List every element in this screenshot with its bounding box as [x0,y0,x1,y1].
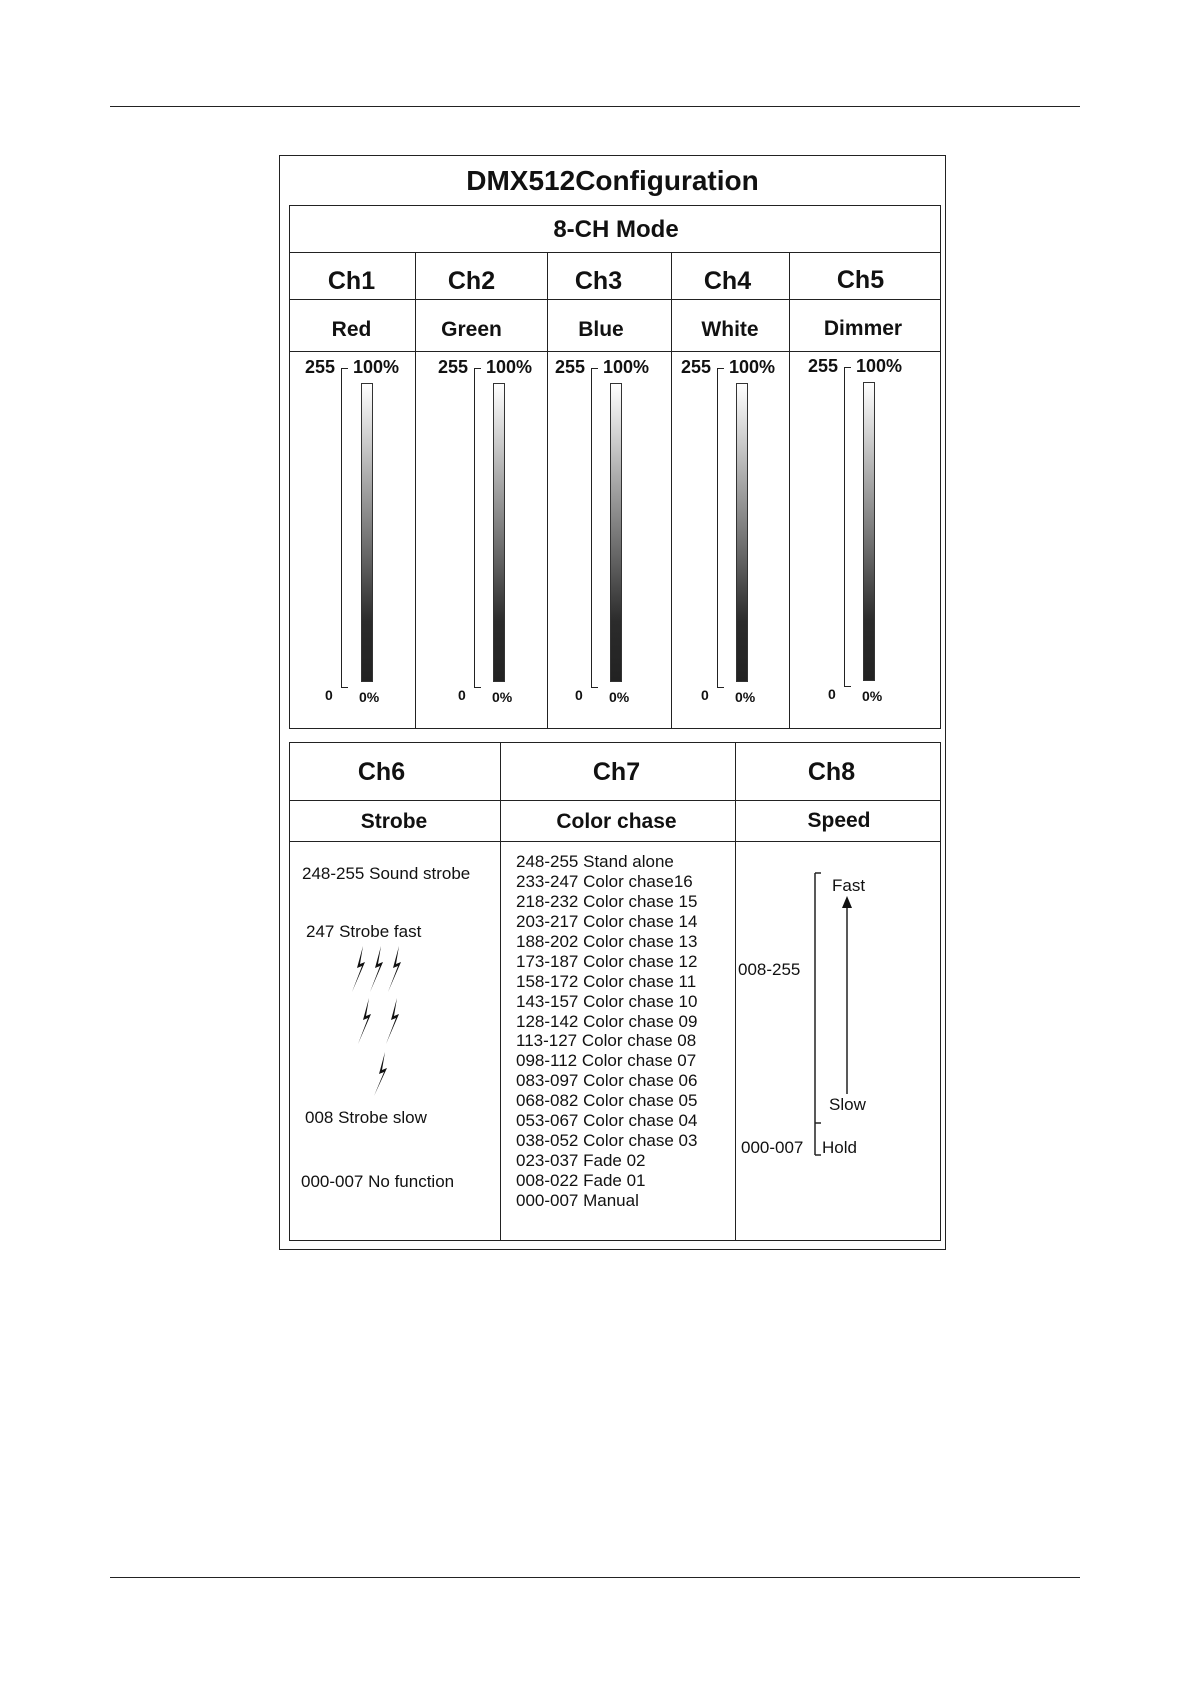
channel-function: Color chase [556,810,677,833]
scale-bracket [341,368,348,688]
channel-function: Blue [578,318,624,341]
channel-number: Ch6 [357,758,406,786]
sound-strobe-range: 248-255 Sound strobe [302,864,471,883]
list-item: 188-202 Color chase 13 [516,931,698,951]
max-dmx-value: 255 [808,356,839,376]
list-item: 113-127 Color chase 08 [516,1031,697,1051]
channel-function: Green [441,318,502,341]
hold-range: 000-007 [741,1138,804,1157]
channel-number: Ch7 [592,758,641,786]
channel-number: Ch8 [807,758,856,786]
speed-range: 008-255 [738,960,801,979]
max-percent: 100% [353,357,400,377]
max-percent: 100% [603,357,650,377]
max-dmx-value: 255 [438,357,469,377]
max-dmx-value: 255 [681,357,712,377]
min-dmx-value: 0 [325,687,333,703]
speed-scale-arrow-icon [814,872,854,1162]
max-percent: 100% [486,357,533,377]
list-item: 083-097 Color chase 06 [516,1071,698,1091]
scale-bracket [474,368,481,688]
list-item: 128-142 Color chase 09 [516,1011,698,1031]
strobe-slow-label: 008 Strobe slow [305,1108,427,1127]
channel-function: White [701,318,759,341]
max-percent: 100% [856,356,903,376]
color-chase-list [516,852,697,1211]
min-percent: 0% [609,689,630,705]
list-item: 000-007 Manual [516,1190,639,1210]
level-gradient-bar [863,382,875,681]
speed-slow-label: Slow [829,1095,866,1114]
footer-rule [110,1577,1080,1578]
level-gradient-bar [736,383,748,682]
list-item: 248-255 Stand alone [516,852,674,871]
channel-number: Ch1 [327,267,376,295]
channel-7 [499,742,734,1241]
min-dmx-value: 0 [701,687,709,703]
min-dmx-value: 0 [458,687,466,703]
list-item: 158-172 Color chase 11 [516,971,697,991]
channel-4 [670,251,788,729]
list-item: 038-052 Color chase 03 [516,1131,698,1151]
list-item: 008-022 Fade 01 [516,1171,646,1190]
scale-bracket [717,368,724,688]
channel-number: Ch5 [836,266,885,294]
hold-label: Hold [822,1138,857,1157]
min-percent: 0% [492,689,513,705]
no-function-range: 000-007 No function [301,1172,455,1191]
strobe-fast-label: 247 Strobe fast [306,922,422,941]
min-dmx-value: 0 [828,686,836,702]
channel-function: Dimmer [823,317,903,340]
scale-bracket [591,368,598,688]
list-item: 143-157 Color chase 10 [516,991,698,1011]
list-item: 053-067 Color chase 04 [516,1111,698,1131]
list-item: 218-232 Color chase 15 [516,891,698,911]
channel-number: Ch4 [703,267,752,295]
channel-function: Speed [807,809,871,832]
list-item: 173-187 Color chase 12 [516,951,698,971]
max-dmx-value: 255 [305,357,336,377]
list-item: 233-247 Color chase16 [516,871,693,891]
channel-1 [289,251,414,729]
channel-function: Strobe [360,810,428,833]
channel-6 [289,742,499,1241]
max-dmx-value: 255 [555,357,586,377]
min-percent: 0% [862,688,883,704]
channel-number: Ch2 [447,267,496,295]
list-item: 068-082 Color chase 05 [516,1091,698,1111]
page-title: DMX512Configuration [466,165,759,196]
header-rule [110,106,1080,107]
speed-fast-label: Fast [832,876,866,895]
min-percent: 0% [735,689,756,705]
channel-number: Ch3 [574,267,623,295]
list-item: 098-112 Color chase 07 [516,1051,697,1071]
channel-3 [546,251,670,729]
min-percent: 0% [359,689,380,705]
channel-8 [734,742,941,1241]
level-gradient-bar [493,383,505,682]
list-item: 023-037 Fade 02 [516,1151,646,1171]
scale-bracket [844,367,851,687]
channel-function: Red [331,318,372,341]
channel-5 [788,251,941,729]
level-gradient-bar [610,383,622,682]
mode-title: 8-CH Mode [553,216,679,243]
list-item: 203-217 Color chase 14 [516,911,698,931]
min-dmx-value: 0 [575,687,583,703]
max-percent: 100% [729,357,776,377]
level-gradient-bar [361,383,373,682]
channel-2 [414,251,546,729]
strobe-lightning-icon [349,946,429,1096]
